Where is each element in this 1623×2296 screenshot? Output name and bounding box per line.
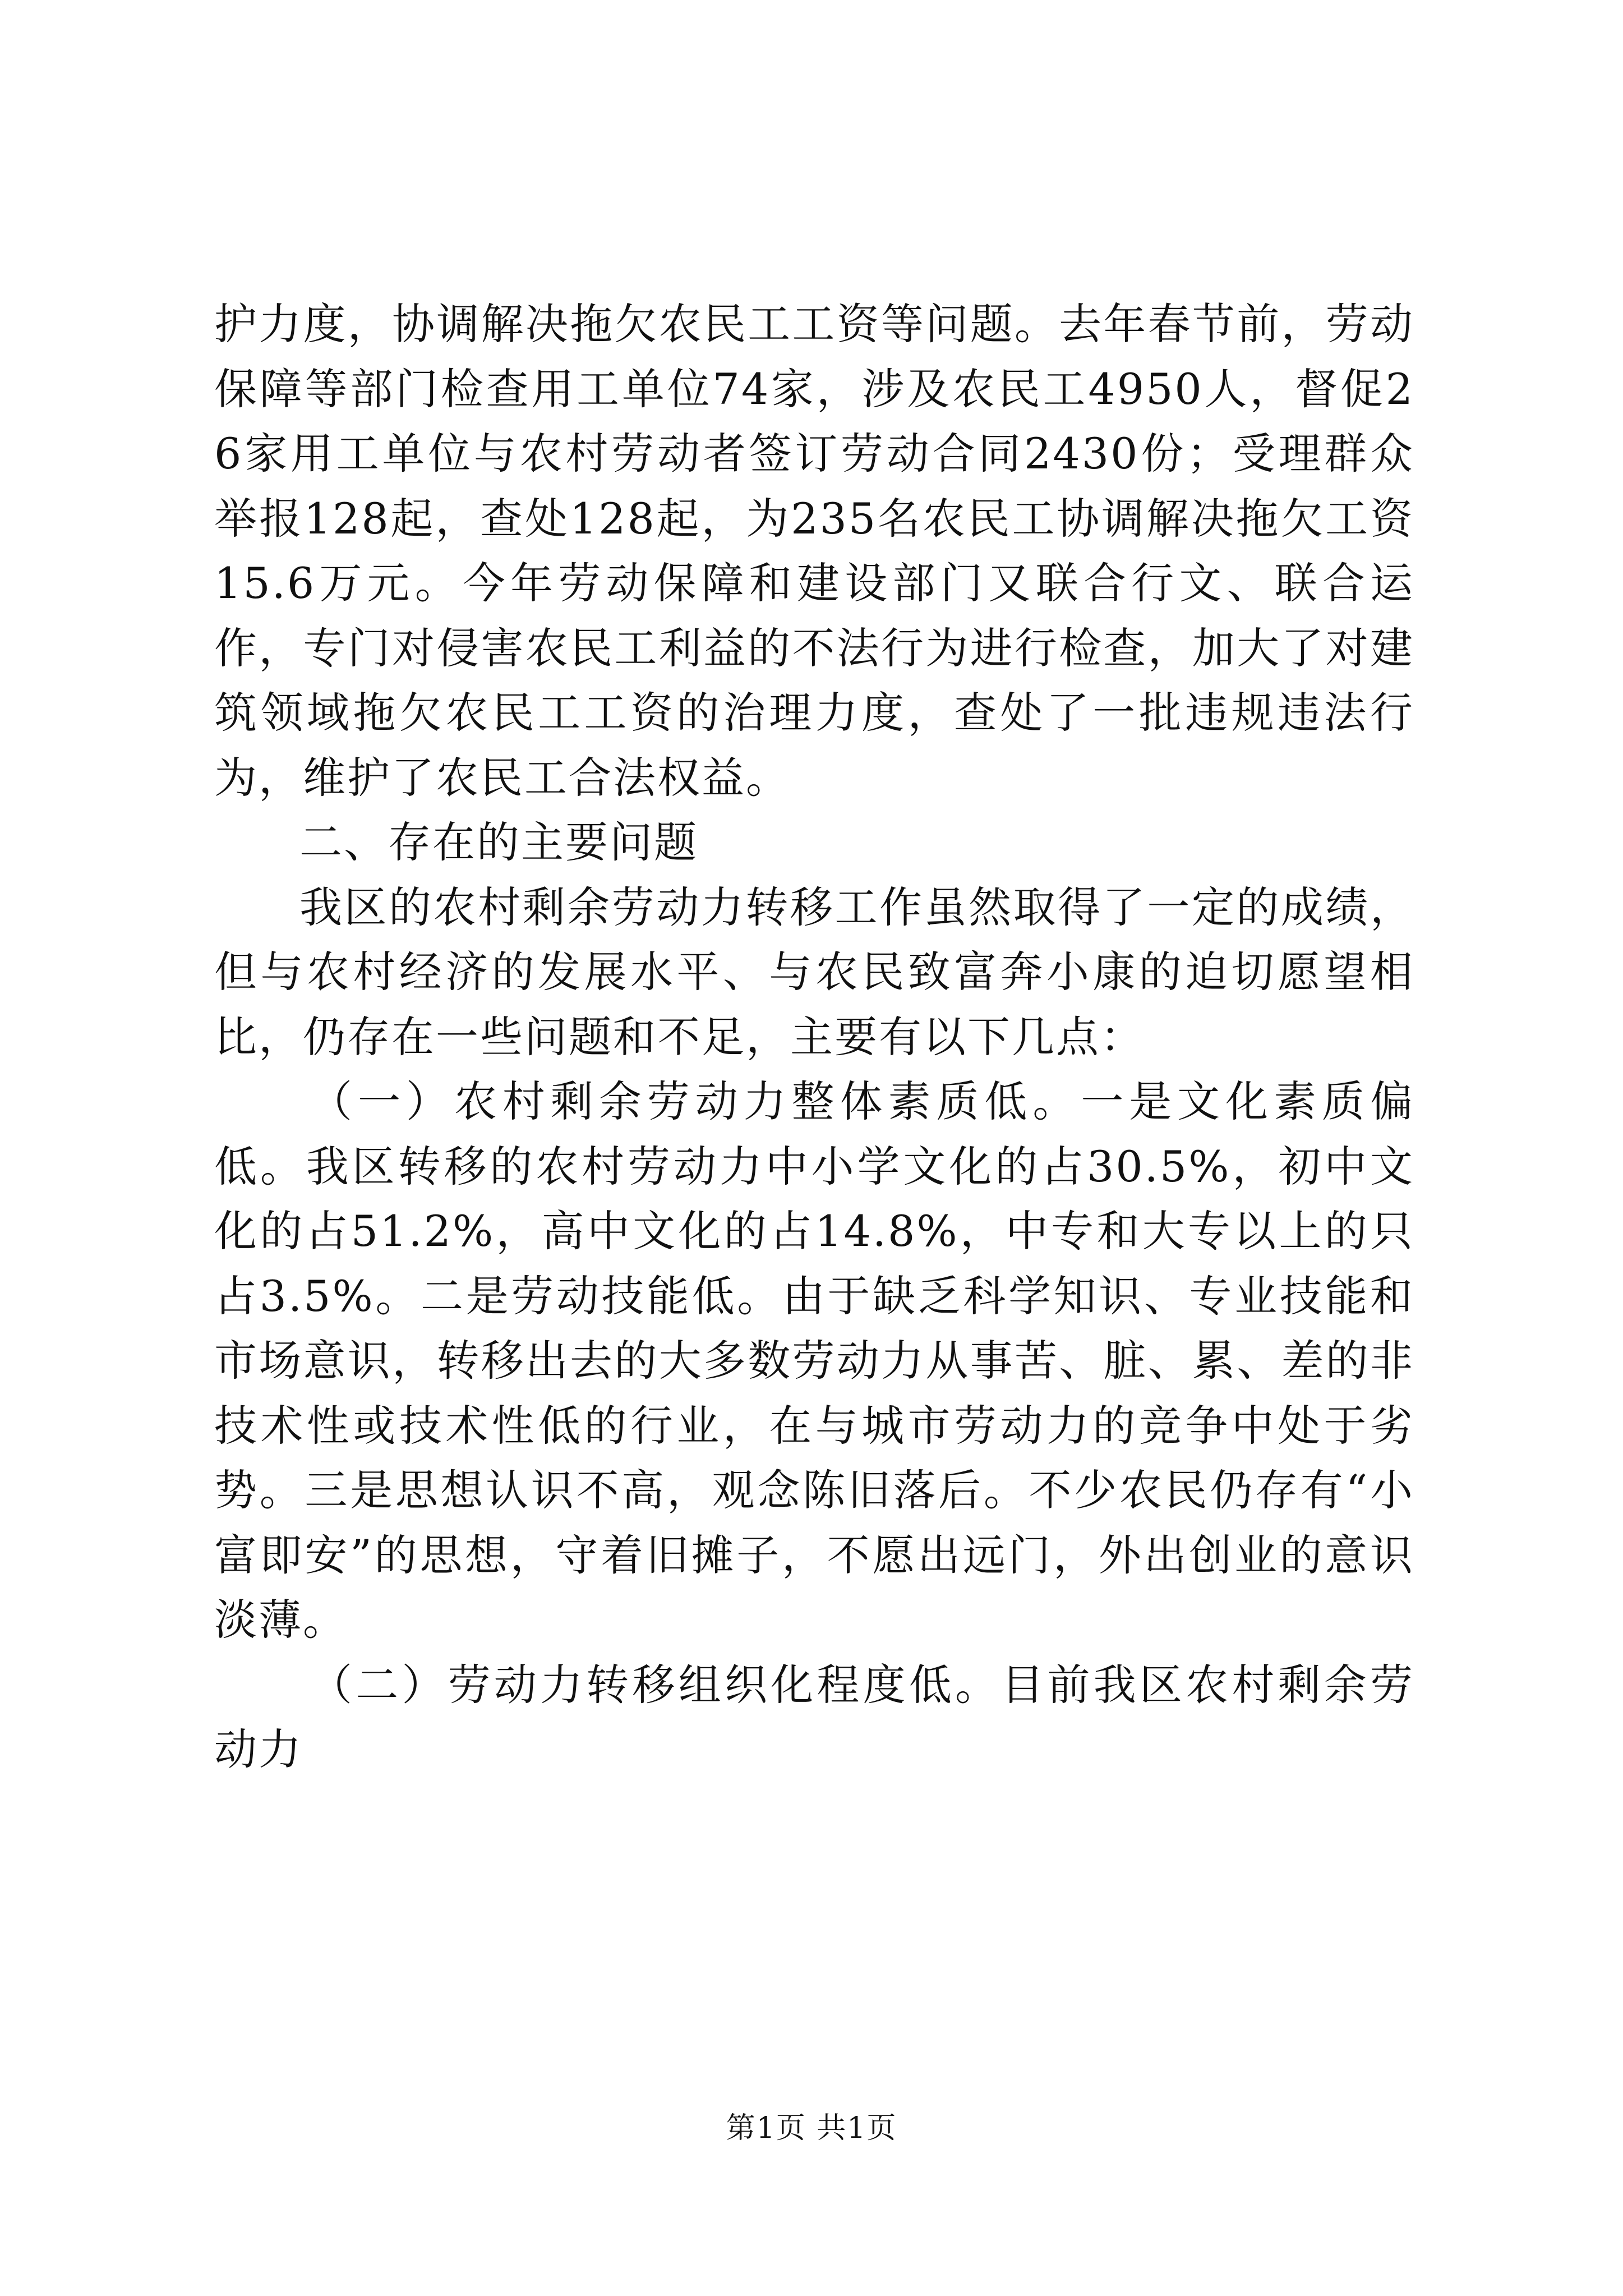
paragraph-organization-level: （二）劳动力转移组织化程度低。目前我区农村剩余劳动力	[214, 1659, 1414, 1774]
document-body	[214, 292, 1414, 1782]
section-heading-main-problems: 二、存在的主要问题	[299, 817, 698, 867]
page-footer: 第1页 共1页	[726, 2111, 897, 2145]
paragraph-problems-intro: 我区的农村剩余劳动力转移工作虽然取得了一定的成绩，但与农村经济的发展水平、与农民致富奔小康的迫切愿望相比，仍存在一些问题和不足，主要有以下几点：	[214, 882, 1414, 1062]
paragraph-labor-quality: （一）农村剩余劳动力整体素质低。一是文化素质偏低。我区转移的农村劳动力中小学文化的占30.5%，初中文化的占51.2%，高中文化的占14.8%，中专和大专以上的只占3.5%。二是劳动技能低。由于缺乏科学知识、专业技能和市场意识，转移出去的大多数劳动力从事苦、脏、累、差的非技术性或技术性低的行业，在与城市劳动力的竞争中处于劣势。三是思想认识不高，观念陈旧落后。不少农民仍存有“小富即安”的思想，守着旧摊子，不愿出远门，外出创业的意识淡薄。	[214, 1076, 1414, 1645]
paragraph-wage-protection: 护力度，协调解决拖欠农民工工资等问题。去年春节前，劳动保障等部门检查用工单位74家，涉及农民工4950人，督促26家用工单位与农村劳动者签订劳动合同2430份；受理群众举报128起，查处128起，为235名农民工协调解决拖欠工资15.6万元。今年劳动保障和建设部门又联合行文、联合运作，专门对侵害农民工利益的不法行为进行检查，加大了对建筑领域拖欠农民工工资的治理力度，查处了一批违规违法行为，维护了农民工合法权益。	[214, 299, 1414, 803]
